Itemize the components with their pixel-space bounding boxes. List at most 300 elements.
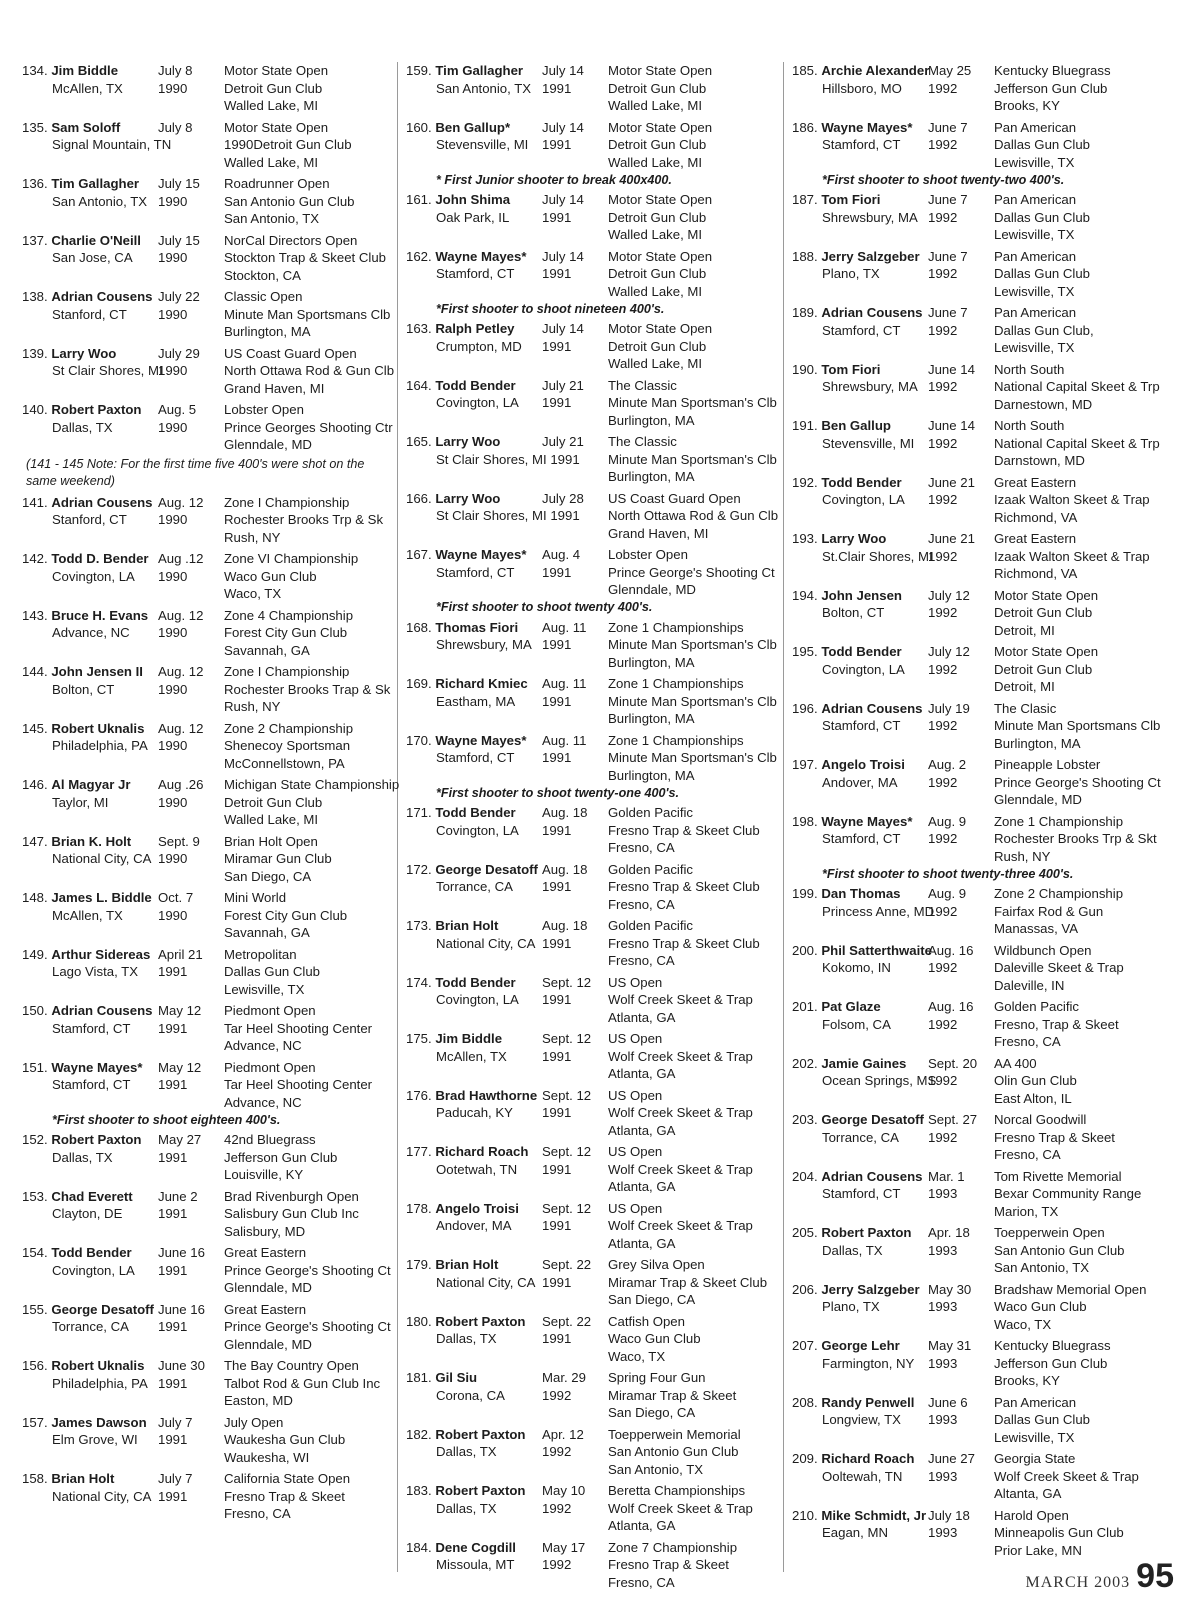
club-name: Prince Georges Shooting Ctr (224, 419, 393, 435)
record-number: 179. (406, 1257, 432, 1272)
date-cell (928, 587, 994, 640)
date-cell (158, 345, 224, 398)
shoot-date: June 14 (928, 361, 975, 377)
shoot-date: June 21 (928, 474, 975, 490)
record-number: 144. (22, 664, 48, 679)
club-name: Tar Heel Shooting Center (224, 1077, 373, 1093)
shooter-hometown: Dallas, TX (436, 1444, 497, 1460)
record-entry (792, 474, 1172, 527)
club-location: Grand Haven, MI (224, 380, 325, 396)
record-number: 196. (792, 700, 818, 716)
shooter-cell (406, 917, 542, 970)
record-entry (792, 119, 1172, 172)
club-location: San Antonio, TX (224, 211, 320, 227)
record-entry (406, 1143, 778, 1196)
event-name: Harold Open (994, 1507, 1069, 1523)
event-name: North South (994, 361, 1065, 377)
shooter-hometown: National City, CA (52, 1488, 152, 1504)
shooter-line (406, 1539, 542, 1557)
shooter-name: Al Magyar Jr (51, 777, 131, 792)
shooter-line (406, 675, 542, 693)
club-name: Wolf Creek Skeet & Trap (608, 992, 753, 1008)
event-name: Mini World (224, 890, 287, 905)
shooter-name: Larry Woo (51, 345, 117, 361)
shooter-line (792, 643, 928, 661)
event-name: Great Eastern (994, 531, 1077, 546)
shooter-hometown: Covington, LA (822, 661, 905, 677)
shooter-name: Chad Everett (51, 1188, 133, 1204)
record-note: *First shooter to shoot twenty-three 400's. (822, 866, 1074, 881)
event-cell (224, 946, 394, 999)
event-cell (224, 119, 394, 172)
club-name: Minute Man Sportsman's Clb (608, 750, 777, 766)
event-name: NorCal Directors Open (224, 232, 358, 248)
club-name: Olin Gun Club (994, 1073, 1077, 1089)
shooter-hometown: Kokomo, IN (822, 960, 891, 976)
shoot-date: Sept. 20 (928, 1055, 978, 1071)
shooter-hometown: Plano, TX (822, 1299, 880, 1315)
shooter-line (22, 1131, 158, 1149)
record-number: 153. (22, 1188, 48, 1204)
club-location: Walled Lake, MI (608, 227, 703, 243)
shooter-name: Todd Bender (821, 644, 902, 659)
shooter-cell (406, 1539, 542, 1592)
record-entry (406, 377, 778, 430)
club-location: Daleville, IN (994, 977, 1065, 993)
shoot-year: 1992 (928, 435, 958, 451)
event-name: Piedmont Open (224, 1003, 316, 1018)
shoot-date: Sept. 9 (158, 833, 200, 849)
club-location: Brooks, KY (994, 1373, 1060, 1389)
event-cell (224, 1002, 394, 1055)
shoot-year: 1992 (928, 774, 958, 790)
event-cell (224, 1357, 394, 1410)
club-location: Burlington, MA (608, 654, 695, 670)
record-entry (406, 191, 778, 244)
shooter-name: Tom Fiori (821, 361, 881, 377)
date-cell (542, 1539, 608, 1592)
shooter-hometown: Advance, NC (52, 625, 130, 641)
event-cell (994, 1281, 1172, 1334)
shooter-cell (22, 401, 158, 454)
shooter-line (406, 377, 542, 395)
record-entry (406, 1369, 778, 1422)
record-entry (22, 607, 394, 660)
shoot-year: 1991 (542, 80, 572, 96)
shoot-year: 1991 (542, 338, 572, 354)
event-cell (224, 776, 399, 829)
shoot-date: June 7 (928, 248, 968, 264)
shoot-date: June 27 (928, 1451, 975, 1466)
shooter-hometown: Dallas, TX (52, 1149, 113, 1165)
shoot-year: 1993 (928, 1468, 958, 1484)
shoot-year: 1991 (158, 1488, 188, 1504)
shooter-cell (792, 119, 928, 172)
club-location: Glenndale, MD (608, 582, 696, 598)
shooter-hometown: Covington, LA (436, 822, 519, 838)
club-location: Brooks, KY (994, 98, 1060, 114)
shooter-hometown: Stamford, CT (52, 1077, 131, 1093)
record-entry (22, 1002, 394, 1055)
shooter-cell (792, 1168, 928, 1221)
record-number: 191. (792, 418, 818, 433)
shooter-cell (22, 345, 163, 398)
shoot-year: 1990 (158, 625, 188, 641)
shoot-year: 1992 (928, 1016, 958, 1032)
record-entry (406, 62, 778, 115)
shoot-date: July 29 (158, 345, 200, 361)
shoot-date: July 18 (928, 1507, 970, 1523)
shoot-date: June 16 (158, 1301, 205, 1317)
shooter-hometown: Dallas, TX (52, 419, 113, 435)
date-cell (158, 1244, 224, 1297)
shooter-cell (406, 1200, 542, 1253)
event-cell (608, 490, 778, 543)
record-entry (792, 62, 1172, 115)
shoot-year: 1990 (158, 419, 188, 435)
shoot-date: Sept. 12 (542, 1144, 592, 1159)
club-name: Fresno Trap & Skeet (994, 1129, 1115, 1145)
record-number: 168. (406, 619, 432, 635)
shoot-year: 1993 (928, 1355, 958, 1371)
shooter-line (406, 619, 542, 637)
shooter-name: Arthur Sidereas (51, 946, 151, 962)
record-entry (22, 1188, 394, 1241)
club-name: Prince George's Shooting Ct (994, 774, 1161, 790)
date-cell (158, 1301, 224, 1354)
shoot-date: Aug. 9 (928, 813, 967, 829)
event-name: Pan American (994, 1394, 1077, 1410)
record-number: 185. (792, 63, 818, 78)
shooter-cell (792, 587, 928, 640)
event-name: Lobster Open (608, 547, 688, 562)
record-entry (406, 1200, 778, 1253)
shoot-date: May 27 (158, 1132, 202, 1147)
shoot-date: July 14 (542, 192, 584, 207)
date-cell (542, 119, 608, 172)
date-cell (542, 320, 608, 373)
club-name: Miramar Trap & Skeet Club (608, 1274, 768, 1290)
record-entry (22, 550, 394, 603)
shooter-cell (22, 720, 158, 773)
shooter-cell (792, 191, 928, 244)
club-name: Fresno Trap & Skeet (224, 1488, 345, 1504)
record-number: 181. (406, 1370, 432, 1385)
event-name: Golden Pacific (994, 999, 1080, 1014)
shooter-line (406, 1030, 542, 1048)
shoot-date: Aug. 4 (542, 547, 581, 562)
record-entry (22, 776, 400, 829)
date-cell (928, 1168, 994, 1221)
club-name: Jefferson Gun Club (994, 80, 1108, 96)
event-name: Toepperwein Memorial (608, 1426, 741, 1442)
club-location: Lewisville, TX (994, 340, 1075, 356)
shoot-year: 1991 (542, 1161, 572, 1177)
shooter-cell (406, 619, 542, 672)
shooter-line (406, 861, 542, 879)
shooter-hometown: Bolton, CT (822, 605, 885, 621)
date-cell (542, 1426, 608, 1479)
date-cell (158, 1131, 224, 1184)
shooter-cell (406, 861, 542, 914)
shoot-date: Aug. 16 (928, 999, 974, 1014)
record-entry (406, 917, 778, 970)
record-number: 139. (22, 345, 48, 361)
club-name: Fresno Trap & Skeet Club (608, 879, 760, 895)
shooter-hometown: Torrance, CA (52, 1319, 129, 1335)
club-location: Rush, NY (224, 529, 281, 545)
shoot-date: Aug. 12 (158, 494, 204, 510)
shooter-line (792, 1224, 928, 1242)
shooter-name: James L. Biddle (51, 890, 152, 905)
club-location: Prior Lake, MN (994, 1542, 1082, 1558)
event-cell (994, 1450, 1172, 1503)
event-name: Motor State Open (608, 192, 713, 207)
column-right (792, 62, 1172, 1560)
event-name: Great Eastern (224, 1245, 307, 1260)
event-name: Pan American (994, 192, 1077, 207)
record-entry (406, 1256, 778, 1309)
record-number: 193. (792, 531, 818, 546)
shoot-year: 1992 (928, 903, 958, 919)
shooter-hometown: Dallas, TX (436, 1500, 497, 1516)
record-number: 201. (792, 999, 818, 1014)
record-number: 203. (792, 1112, 818, 1127)
date-cell (158, 494, 224, 547)
shooter-name: John Jensen II (51, 664, 143, 679)
record-entry (22, 401, 394, 454)
shoot-date: Mar. 29 (542, 1370, 586, 1385)
event-name: Zone 2 Championship (224, 720, 354, 736)
record-number: 183. (406, 1483, 432, 1498)
record-entry (792, 1337, 1172, 1390)
event-name: The Clasic (994, 700, 1057, 716)
event-cell (224, 1059, 394, 1112)
shooter-cell (792, 62, 928, 115)
record-entry (792, 813, 1172, 866)
record-entry (406, 619, 778, 672)
event-name: Motor State Open (608, 248, 713, 264)
event-cell (608, 1200, 778, 1253)
shooter-cell (22, 1131, 158, 1184)
club-name: Fresno, Trap & Skeet (994, 1016, 1119, 1032)
shooter-line (406, 1087, 542, 1105)
shoot-year: 1991 (542, 1274, 572, 1290)
shooter-name: Larry Woo (821, 531, 887, 546)
shooter-cell (22, 946, 158, 999)
club-name: Forest City Gun Club (224, 625, 348, 641)
club-name: Prince George's Shooting Ct (224, 1262, 391, 1278)
shooter-name: Wayne Mayes* (51, 1059, 143, 1075)
shooter-name: George Desatoff (821, 1112, 924, 1127)
shooter-name: Charlie O'Neill (51, 232, 141, 248)
record-number: 176. (406, 1087, 432, 1103)
club-name: Minute Man Sportsman's Clb (608, 637, 777, 653)
shooter-hometown: Stamford, CT (436, 750, 515, 766)
date-cell (542, 974, 608, 1027)
shoot-date: June 14 (928, 418, 975, 433)
record-number: 142. (22, 551, 48, 566)
event-cell (994, 1394, 1172, 1447)
issue-date: MARCH 2003 (1025, 1574, 1131, 1591)
record-entry (406, 320, 778, 373)
event-cell (224, 607, 394, 660)
record-entry (406, 1087, 778, 1140)
shooter-name: John Shima (435, 192, 511, 207)
club-location: Louisville, KY (224, 1167, 304, 1183)
shooter-line (22, 720, 158, 738)
event-name: Metropolitan (224, 946, 297, 962)
event-cell (994, 191, 1172, 244)
shoot-date: July 14 (542, 248, 584, 264)
record-number: 170. (406, 732, 432, 748)
shoot-date: Apr. 18 (928, 1225, 970, 1240)
club-name: Jefferson Gun Club (224, 1149, 338, 1165)
club-location: Atlanta, GA (608, 1518, 676, 1534)
club-name: Waco Gun Club (224, 568, 317, 584)
shooter-cell (792, 1337, 928, 1390)
shooter-name: Robert Paxton (51, 402, 142, 417)
shooter-hometown: Eastham, MA (436, 693, 516, 709)
shooter-hometown: Covington, LA (822, 492, 905, 508)
club-location: Walled Lake, MI (224, 98, 319, 114)
shooter-name: Todd Bender (435, 805, 516, 820)
event-name: 42nd Bluegrass (224, 1132, 316, 1147)
shooter-name: Robert Uknalis (51, 1358, 145, 1373)
date-cell (158, 1414, 224, 1467)
club-name: Rochester Brooks Trp & Skt (994, 831, 1157, 847)
shooter-name: Robert Uknalis (51, 720, 145, 736)
record-note: *First shooter to shoot twenty-one 400's. (436, 785, 680, 800)
event-cell (224, 175, 394, 228)
club-name: Rochester Brooks Trap & Sk (224, 681, 391, 697)
shooter-cell (406, 1426, 542, 1479)
record-entry (792, 361, 1172, 414)
club-location: Lewisville, TX (994, 1429, 1075, 1445)
club-name: Detroit Gun Club (994, 605, 1093, 621)
club-name: Daleville Skeet & Trap (994, 960, 1124, 976)
record-number: 209. (792, 1451, 818, 1466)
club-name: Minute Man Sportsmans Clb (224, 306, 391, 322)
event-cell (224, 1414, 394, 1467)
record-entry (22, 1059, 394, 1112)
shooter-hometown: Elm Grove, WI (52, 1432, 138, 1448)
shooter-line (792, 756, 928, 774)
shooter-cell (406, 974, 542, 1027)
event-name: AA 400 (994, 1055, 1037, 1071)
shooter-cell (22, 833, 158, 886)
shoot-date: Oct. 7 (158, 890, 194, 905)
club-location: Walled Lake, MI (608, 98, 703, 114)
record-number: 173. (406, 918, 432, 933)
club-location: Burlington, MA (608, 412, 695, 428)
club-name: Detroit Gun Club (608, 338, 707, 354)
event-name: Classic Open (224, 289, 303, 304)
shooter-name: Ralph Petley (435, 321, 515, 336)
shooter-cell (22, 288, 158, 341)
shoot-year: 1990 (158, 363, 188, 379)
record-entry (792, 530, 1172, 583)
event-cell (608, 248, 778, 301)
event-cell (994, 1168, 1172, 1221)
shooter-cell (22, 1002, 158, 1055)
club-location: Waco, TX (608, 1348, 666, 1364)
club-location: Lewisville, TX (994, 154, 1075, 170)
record-note: *First shooter to shoot twenty 400's. (436, 600, 653, 615)
club-name: Detroit Gun Club (224, 794, 323, 810)
shooter-cell (792, 756, 928, 809)
shooter-line (22, 1414, 158, 1432)
club-name: Fresno Trap & Skeet (608, 1557, 729, 1573)
shoot-date: May 12 (158, 1059, 202, 1075)
record-note: *First shooter to shoot twenty-two 400's. (822, 172, 1065, 187)
shoot-date: July 28 (542, 490, 584, 506)
record-number: 138. (22, 289, 48, 304)
club-name: Izaak Walton Skeet & Trap (994, 548, 1150, 564)
event-name: Georgia State (994, 1451, 1076, 1466)
shoot-year: 1991 (158, 1262, 188, 1278)
shoot-year: 1993 (928, 1299, 958, 1315)
event-cell (994, 119, 1172, 172)
club-location: San Diego, CA (608, 1292, 696, 1308)
record-number: 186. (792, 119, 818, 135)
club-name: Detroit Gun Club (224, 80, 323, 96)
shooter-line (22, 345, 158, 363)
shooter-name: Brian Holt (51, 1471, 115, 1486)
shooter-line (22, 401, 158, 419)
event-cell (608, 1256, 778, 1309)
shooter-name: Wayne Mayes* (435, 732, 527, 748)
record-entry (792, 1450, 1172, 1503)
shooter-name: Richard Roach (435, 1144, 529, 1159)
shoot-date: July 15 (158, 176, 200, 191)
event-cell (994, 1337, 1172, 1390)
shooter-cell (792, 361, 928, 414)
shooter-hometown: Princess Anne, MD (822, 903, 935, 919)
shoot-year: 1992 (542, 1500, 572, 1516)
club-location: Fresno, CA (608, 953, 675, 969)
record-number: 177. (406, 1144, 432, 1159)
record-number: 152. (22, 1132, 48, 1147)
shooter-line (792, 474, 928, 492)
shoot-date: July 15 (158, 232, 200, 248)
event-name: US Coast Guard Open (608, 490, 741, 506)
event-name: Motor State Open (608, 63, 713, 78)
date-cell (542, 917, 608, 970)
record-entry (792, 700, 1172, 753)
event-name: Zone I Championship (224, 494, 350, 510)
shooter-name: Angelo Troisi (435, 1200, 519, 1216)
record-number: 155. (22, 1301, 48, 1317)
event-cell (608, 1143, 778, 1196)
shooter-hometown: Oak Park, IL (436, 209, 510, 225)
event-name: July Open (224, 1414, 284, 1430)
shooter-cell (22, 119, 172, 172)
shooter-line (792, 700, 928, 718)
record-entry (22, 1244, 394, 1297)
record-number: 197. (792, 757, 818, 772)
shooter-line (406, 490, 542, 508)
shooter-cell (792, 1394, 928, 1447)
shoot-date: July 19 (928, 700, 970, 716)
shooter-cell (22, 889, 158, 942)
shooter-hometown: Ocean Springs, MS (822, 1073, 937, 1089)
event-cell (608, 1030, 778, 1083)
shooter-cell (792, 474, 928, 527)
record-note: (141 - 145 Note: For the first time five 400's were shot on the same weekend) (26, 457, 365, 489)
club-location: Manassas, VA (994, 921, 1079, 937)
shooter-name: Adrian Cousens (821, 700, 923, 716)
